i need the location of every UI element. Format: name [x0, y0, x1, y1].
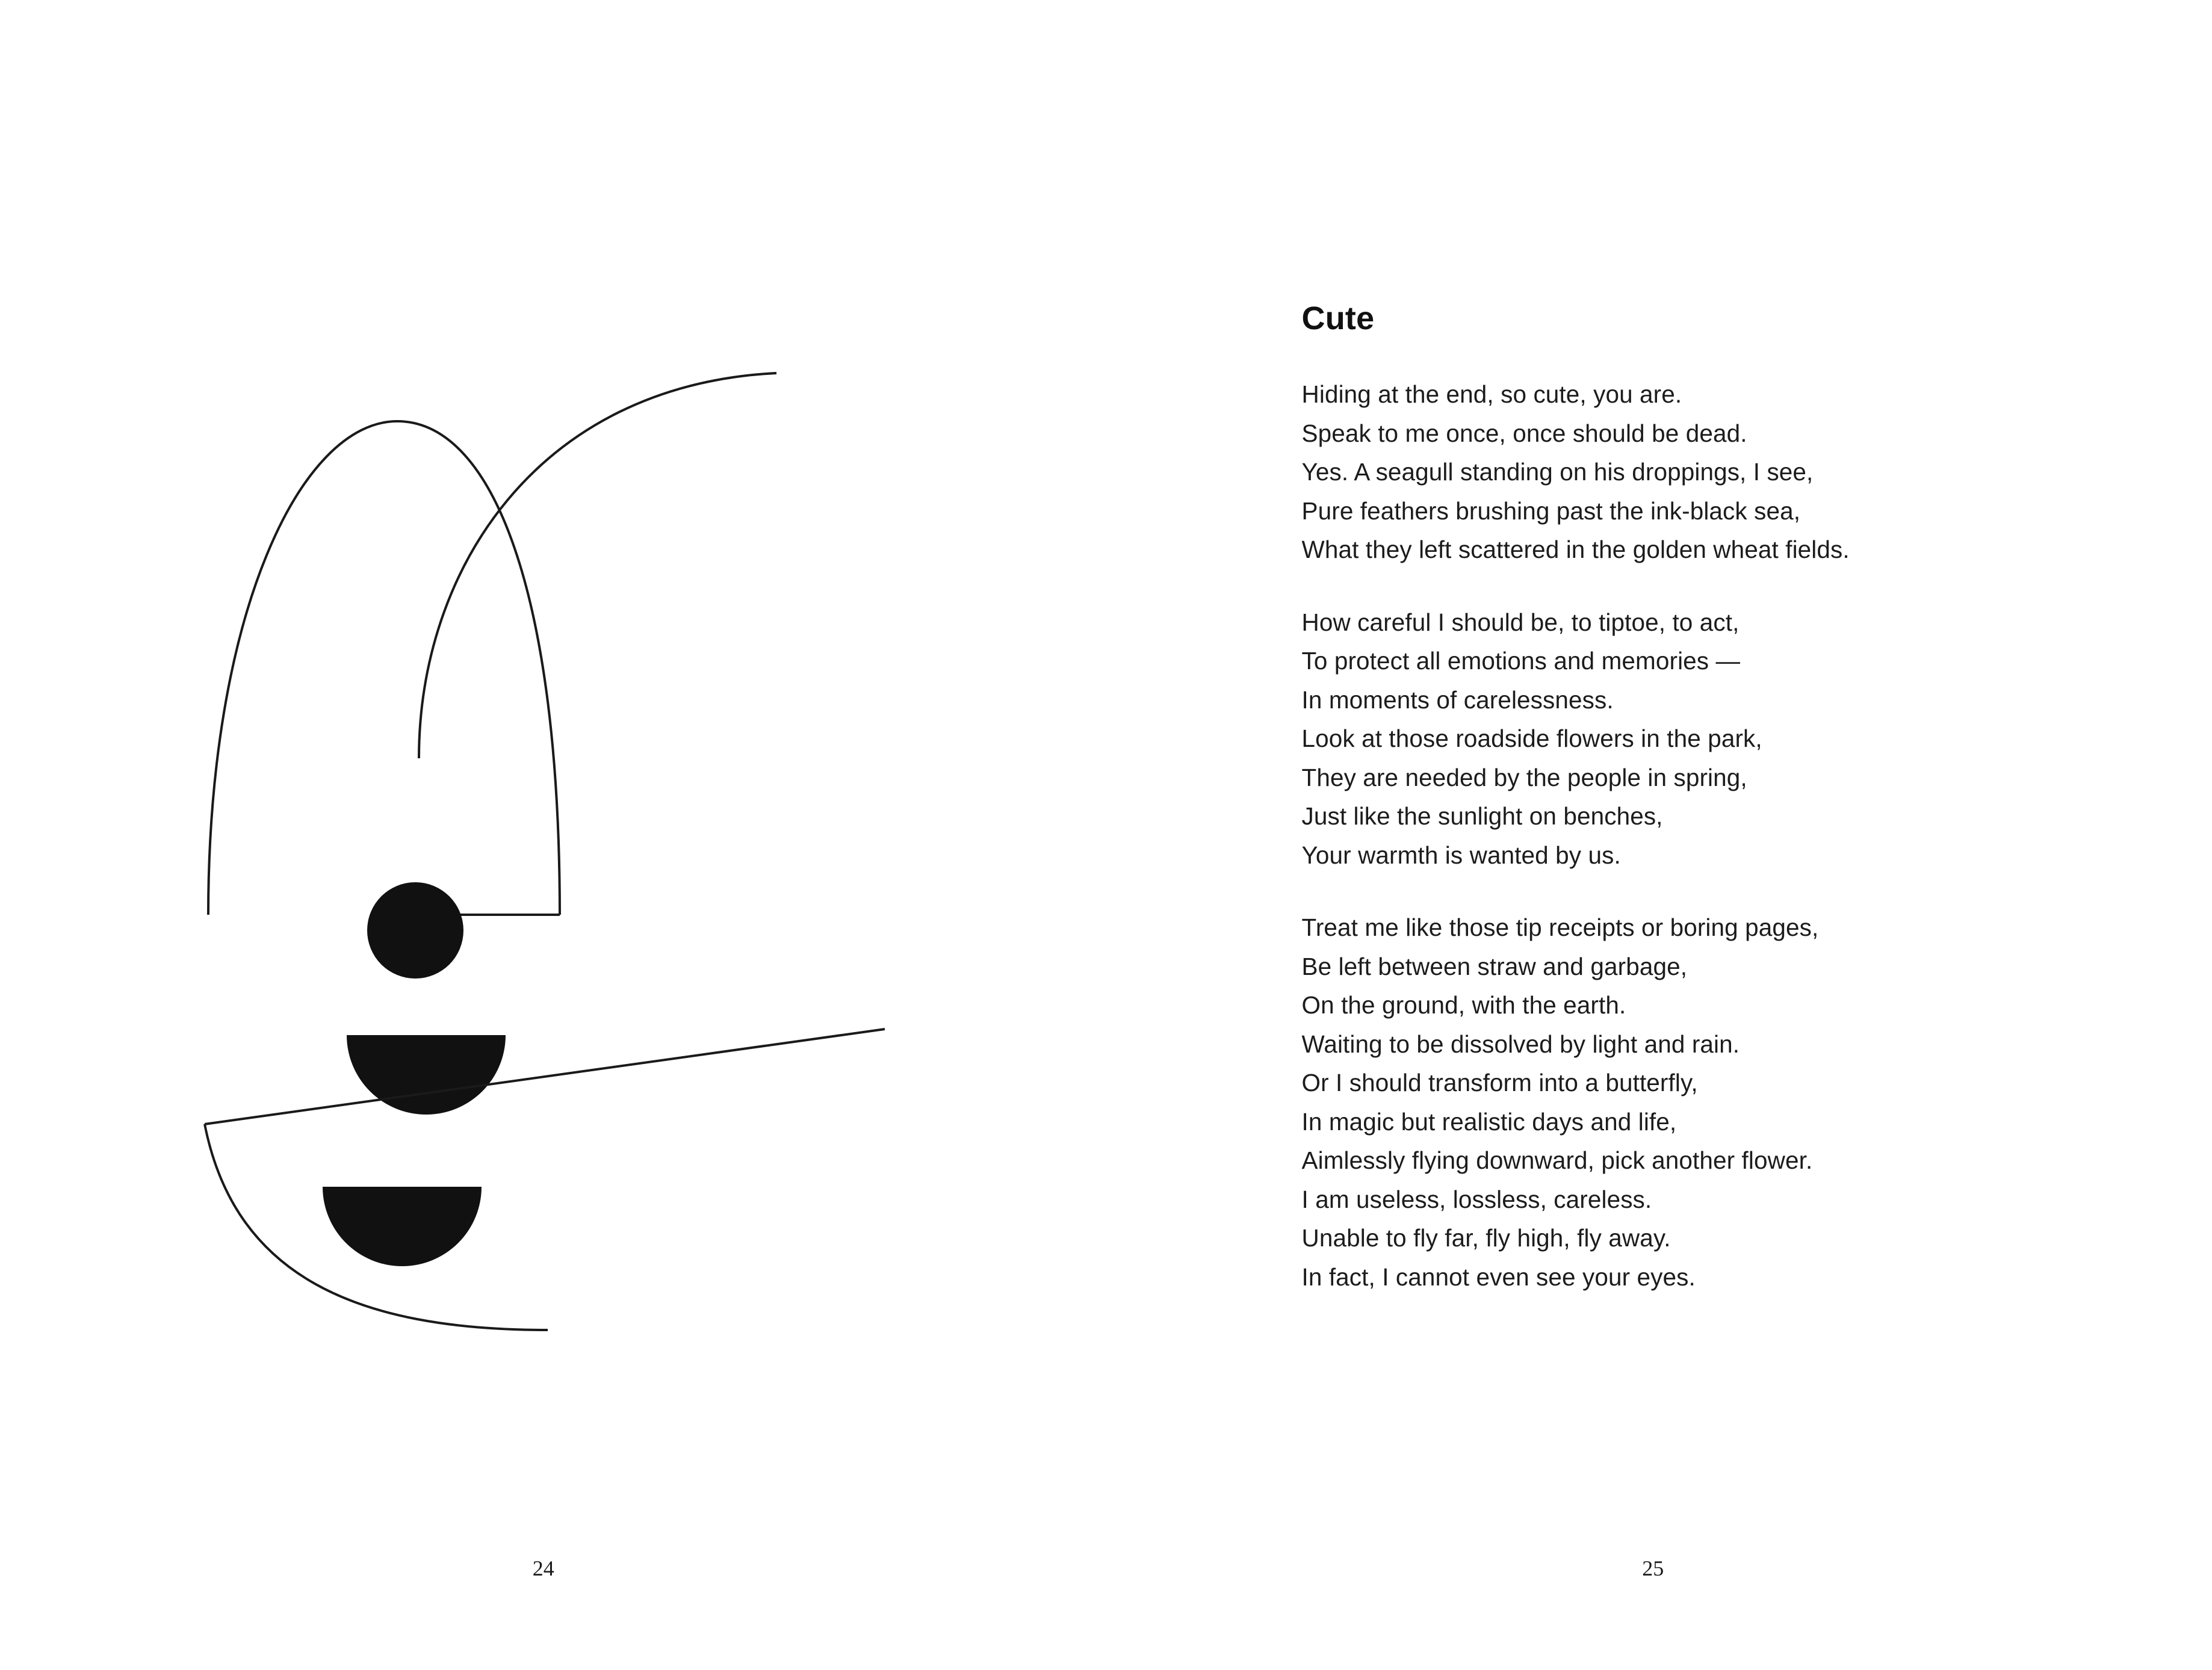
poem-line: Unable to fly far, fly high, fly away. — [1301, 1224, 1671, 1252]
poem-line: Look at those roadside flowers in the park, — [1301, 725, 1762, 753]
poem-line: What they left scattered in the golden wheat fields. — [1301, 536, 1850, 564]
poem — [1302, 301, 2084, 1296]
page-number-left: 24 — [532, 1556, 554, 1580]
right-page — [1106, 0, 2212, 1670]
poem-line: In moments of carelessness. — [1301, 685, 1614, 714]
poem-line: Be left between straw and garbage, — [1301, 952, 1688, 980]
poem-line: Pure feathers brushing past the ink-black sea, — [1301, 496, 1801, 525]
poem-line: I am useless, lossless, careless. — [1301, 1185, 1652, 1213]
poem-line: Treat me like those tip receipts or boring pages, — [1301, 914, 1819, 942]
poem-line: In fact, I cannot even see your eyes. — [1301, 1263, 1696, 1291]
poem-line: To protect all emotions and memories — — [1301, 647, 1741, 675]
abstract-face-line-drawing — [199, 313, 969, 1336]
poem-stanza-1 — [1302, 375, 2084, 569]
poem-title: Cute — [1301, 300, 1375, 336]
page-number-right: 25 — [1642, 1556, 1664, 1580]
poem-line: On the ground, with the earth. — [1301, 991, 1626, 1019]
poem-line: Hiding at the end, so cute, you are. — [1301, 380, 1682, 409]
poem-line: Waiting to be dissolved by light and rain. — [1301, 1030, 1740, 1058]
poem-line: How careful I should be, to tiptoe, to act, — [1301, 608, 1740, 636]
poem-line: In magic but realistic days and life, — [1301, 1107, 1677, 1136]
poem-line: They are needed by the people in spring, — [1301, 763, 1747, 791]
poem-line: Your warmth is wanted by us. — [1301, 841, 1621, 869]
poem-stanza-2 — [1302, 603, 2084, 875]
poem-line: Just like the sunlight on benches, — [1301, 802, 1663, 830]
poem-line: Speak to me once, once should be dead. — [1301, 419, 1747, 447]
poem-line: Yes. A seagull standing on his droppings, I see, — [1301, 458, 1814, 486]
poem-line: Or I should transform into a butterfly, — [1301, 1069, 1698, 1097]
poem-line: Aimlessly flying downward, pick another flower. — [1301, 1146, 1813, 1175]
poem-stanza-3 — [1302, 908, 2084, 1296]
